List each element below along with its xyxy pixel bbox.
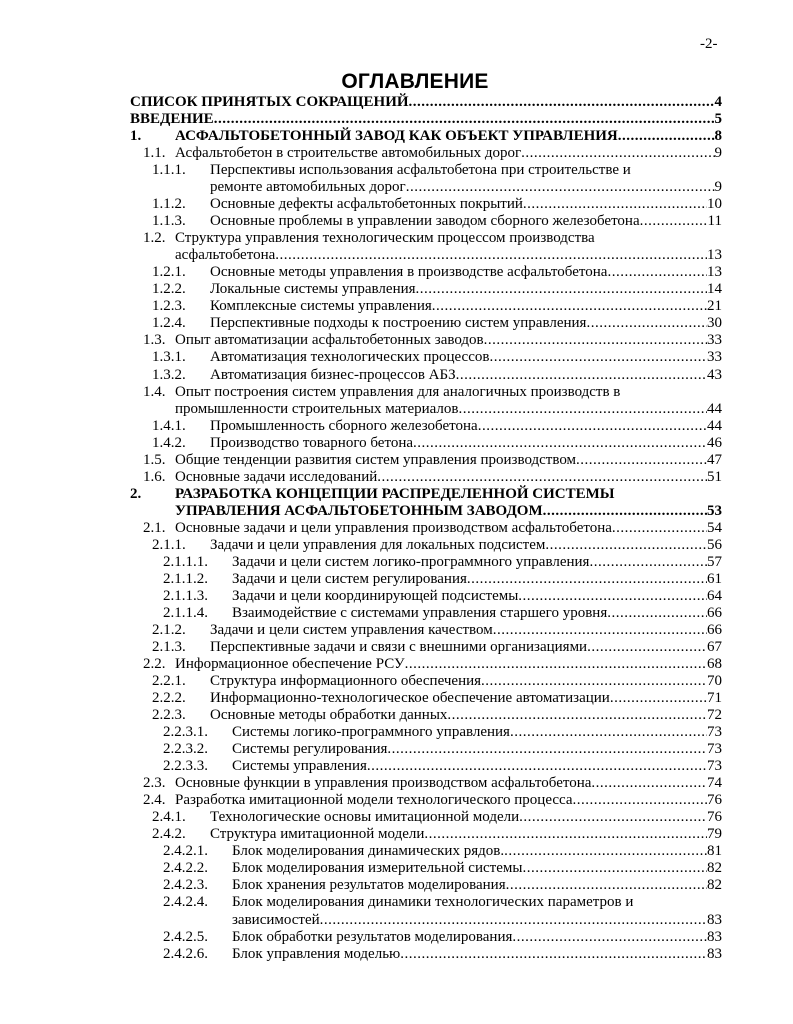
- toc-entry[interactable]: [130, 281, 722, 298]
- toc-entry-number: 1.1.2.: [152, 196, 186, 213]
- toc-entry[interactable]: [130, 860, 722, 877]
- dot-leader: [607, 264, 707, 281]
- toc-entry-page: 72: [707, 707, 722, 724]
- toc-entry-page: 54: [707, 519, 722, 536]
- toc-entry-page: 5: [714, 111, 722, 128]
- toc-entry-number: 2.4.2.: [152, 826, 186, 843]
- toc-entry-page: 56: [707, 536, 722, 553]
- toc-entry-title: Блок моделирования динамики технологических параметров и: [232, 894, 634, 911]
- toc-entry[interactable]: [130, 894, 722, 911]
- toc-entry[interactable]: [130, 230, 722, 247]
- toc-entry-page: 14: [707, 281, 722, 298]
- toc-entry-page: 44: [707, 400, 722, 417]
- toc-entry-title: Задачи и цели координирующей подсистемы: [232, 587, 519, 604]
- toc-entry[interactable]: [130, 929, 722, 946]
- toc-entry-title: Опыт автоматизации асфальтобетонных заводов: [175, 332, 484, 349]
- toc-entry-title: Взаимодействие с системами управления старшего уровня: [232, 604, 608, 621]
- toc-entry-page: 76: [707, 792, 722, 809]
- toc-entry-number: 1.4.: [143, 383, 166, 400]
- toc-entry-title: Основные методы управления в производстве асфальтобетона: [210, 264, 608, 281]
- toc-entry[interactable]: [130, 792, 722, 809]
- toc-entry-title: Асфальтобетон в строительстве автомобильных дорог: [175, 145, 522, 162]
- toc-entry-title: промышленности строительных материалов: [175, 400, 459, 417]
- toc-entry-title: Задачи и цели систем логико-программного управления: [232, 553, 590, 570]
- toc-entry-title: Основные дефекты асфальтобетонных покрытий: [210, 196, 523, 213]
- toc-entry-page: 8: [714, 128, 722, 145]
- dot-leader: [456, 367, 707, 384]
- toc-entry-title: Блок управления моделью: [232, 945, 401, 962]
- toc-entry-title: Перспективы использования асфальтобетона при строительстве и: [210, 162, 631, 179]
- dot-leader: [543, 503, 707, 520]
- toc-entry-number: 1.2.3.: [152, 298, 186, 315]
- toc-entry-page: 47: [707, 451, 722, 468]
- toc-entry-title: Технологические основы имитационной модели: [210, 809, 520, 826]
- toc-entry-number: 1.4.2.: [152, 434, 186, 451]
- toc-entry-title: зависимостей: [232, 911, 320, 928]
- dot-leader: [512, 929, 707, 946]
- toc-entry-title: Основные задачи исследований: [175, 468, 378, 485]
- toc-entry[interactable]: [130, 213, 722, 230]
- toc-entry-page: 4: [714, 94, 722, 110]
- toc-entry[interactable]: [130, 435, 722, 452]
- dot-leader: [506, 877, 707, 894]
- toc-entry-title: УПРАВЛЕНИЯ АСФАЛЬТОБЕТОННЫМ ЗАВОДОМ: [175, 502, 543, 519]
- toc-entry-title: Основные функции в управления производством асфальтобетона: [175, 775, 592, 792]
- toc-entry[interactable]: [130, 332, 722, 349]
- toc-entry[interactable]: [130, 469, 722, 486]
- dot-leader: [523, 196, 707, 213]
- toc-entry-number: 1.1.3.: [152, 213, 186, 230]
- dot-leader: [521, 145, 714, 162]
- toc-entry[interactable]: [130, 656, 722, 673]
- toc-entry-number: 2.1.1.1.: [163, 553, 208, 570]
- toc-entry-title: Блок моделирования динамических рядов.: [232, 843, 505, 860]
- toc-entry[interactable]: [130, 724, 722, 741]
- toc-entry-number: 1.3.1.: [152, 349, 186, 366]
- dot-leader: [406, 179, 715, 196]
- toc-entry-page: 33: [707, 349, 722, 366]
- dot-leader: [367, 758, 707, 775]
- toc-entry-title: Перспективные задачи и связи с внешними организациями: [210, 639, 588, 655]
- page-number: -2-: [700, 36, 718, 52]
- toc-entry-title: Разработка имитационной модели технологического процесса: [175, 792, 573, 809]
- toc-entry-title: Локальные системы управления: [210, 281, 416, 298]
- toc-entry-title: Комплексные системы управления: [210, 298, 432, 315]
- toc-entry-page: 43: [707, 366, 722, 383]
- toc-entry[interactable]: [130, 673, 722, 690]
- toc-entry[interactable]: [130, 418, 722, 435]
- toc-entry[interactable]: [130, 111, 722, 128]
- toc-entry-page: 82: [707, 877, 722, 894]
- toc-entry-page: 9: [714, 145, 722, 162]
- toc-entry-number: 2.4.2.6.: [163, 945, 208, 962]
- dot-leader: [519, 809, 707, 826]
- toc-entry[interactable]: [130, 94, 722, 111]
- toc-entry[interactable]: [130, 843, 722, 860]
- dot-leader: [467, 571, 707, 588]
- dot-leader: [573, 792, 707, 809]
- toc-entry[interactable]: [130, 588, 722, 605]
- toc-entry-number: 1.: [130, 128, 142, 145]
- toc-entry-number: 2.1.1.4.: [163, 604, 208, 621]
- toc-entry-title: Опыт построения систем управления для аналогичных производств в: [175, 383, 621, 400]
- toc-entry[interactable]: [130, 452, 722, 469]
- dot-leader: [424, 826, 707, 843]
- toc-entry-number: 2.2.: [143, 656, 166, 673]
- toc-entry-title: Блок моделирования измерительной системы: [232, 860, 523, 877]
- toc-entry-page: 44: [707, 417, 722, 434]
- dot-leader: [400, 946, 707, 963]
- toc-entry-page: 81: [707, 843, 722, 860]
- toc-entry-page: 66: [707, 604, 722, 621]
- toc-entry-page: 83: [707, 928, 722, 945]
- dot-leader: [493, 622, 707, 639]
- toc-entry-page: 68: [707, 656, 722, 673]
- toc-entry-number: 2.1.1.2.: [163, 570, 208, 587]
- toc-entry-number: 2.2.1.: [152, 673, 186, 690]
- toc-entry-page: 71: [707, 690, 722, 707]
- page-title: ОГЛАВЛЕНИЕ: [341, 70, 489, 93]
- toc-entry[interactable]: [130, 247, 722, 264]
- toc-entry[interactable]: [130, 315, 722, 332]
- toc-entry-number: 2.2.2.: [152, 690, 186, 707]
- toc-entry-title: Блок обработки результатов моделирования: [232, 928, 513, 945]
- toc-entry-page: 51: [707, 468, 722, 485]
- toc-entry-number: 2.1.: [143, 519, 166, 536]
- dot-leader: [405, 656, 707, 673]
- toc-entry-number: 2.2.3.2.: [163, 741, 208, 758]
- toc-entry-title: Системы регулирования: [232, 741, 388, 758]
- toc-entry-title: Производство товарного бетона: [210, 434, 413, 451]
- toc-entry-number: 2.4.2.1.: [163, 843, 208, 860]
- dot-leader: [612, 520, 707, 537]
- toc-entry-number: 2.1.1.: [152, 536, 186, 553]
- dot-leader: [610, 690, 707, 707]
- toc-entry-title: Перспективные подходы к построению систем управления: [210, 315, 587, 332]
- dot-leader: [589, 554, 707, 571]
- dot-leader: [489, 349, 707, 366]
- toc-entry-page: 57: [707, 553, 722, 570]
- toc-entry-page: 10: [707, 196, 722, 213]
- toc-entry-number: 2.1.2.: [152, 621, 186, 638]
- dot-leader: [576, 452, 707, 469]
- toc-entry-number: 1.1.: [143, 145, 166, 162]
- toc-entry-title: Автоматизация бизнес-процессов АБЗ: [210, 366, 456, 383]
- toc-entry-page: 33: [707, 332, 722, 349]
- toc-entry-page: 82: [707, 860, 722, 877]
- dot-leader: [510, 724, 707, 741]
- toc-entry-number: 2.1.1.3.: [163, 587, 208, 604]
- toc-entry-number: 1.5.: [143, 451, 166, 468]
- toc-entry[interactable]: [130, 298, 722, 315]
- toc-entry-page: 73: [707, 758, 722, 775]
- toc-entry-page: 13: [707, 264, 722, 281]
- toc-entry[interactable]: [130, 826, 722, 843]
- toc-entry[interactable]: [130, 162, 722, 179]
- dot-leader: [447, 707, 707, 724]
- toc-entry-title: Основные проблемы в управлении заводом сборного железобетона: [210, 213, 640, 230]
- toc-entry[interactable]: [130, 775, 722, 792]
- dot-leader: [545, 537, 707, 554]
- toc-entry-page: 83: [707, 911, 722, 928]
- dot-leader: [640, 213, 708, 230]
- dot-leader: [416, 281, 707, 298]
- toc-entry-title: Промышленность сборного железобетона: [210, 417, 478, 434]
- dot-leader: [275, 247, 707, 264]
- toc-entry-number: 1.3.2.: [152, 366, 186, 383]
- dot-leader: [518, 588, 707, 605]
- toc-entry[interactable]: [130, 196, 722, 213]
- toc-entry-title: СПИСОК ПРИНЯТЫХ СОКРАЩЕНИЙ: [130, 94, 409, 110]
- toc-entry-page: 70: [707, 673, 722, 690]
- toc-entry-number: 2.4.: [143, 792, 166, 809]
- toc-entry[interactable]: [130, 486, 722, 503]
- dot-leader: [459, 401, 708, 418]
- toc-entry-number: 1.6.: [143, 468, 166, 485]
- toc-entry[interactable]: [130, 520, 722, 537]
- toc-entry[interactable]: [130, 264, 722, 281]
- toc-entry-number: 2.4.2.5.: [163, 928, 208, 945]
- toc-entry[interactable]: [130, 128, 722, 145]
- dot-leader: [478, 418, 707, 435]
- toc-entry-number: 2.2.3.: [152, 707, 186, 724]
- toc-entry-page: 53: [707, 502, 722, 519]
- toc-entry-title: АСФАЛЬТОБЕТОННЫЙ ЗАВОД КАК ОБЪЕКТ УПРАВЛЕНИЯ: [175, 128, 618, 145]
- dot-leader: [504, 843, 707, 860]
- toc-entry-number: 1.2.2.: [152, 281, 186, 298]
- dot-leader: [587, 639, 707, 656]
- toc-entry[interactable]: [130, 503, 722, 520]
- toc-entry-number: 2.4.2.4.: [163, 894, 208, 911]
- dot-leader: [484, 332, 707, 349]
- toc-entry-number: 1.3.: [143, 332, 166, 349]
- toc-entry-title: Информационное обеспечение РСУ: [175, 656, 405, 673]
- toc-entry-title: Задачи и цели систем регулирования: [232, 570, 467, 587]
- toc-entry-page: 13: [707, 247, 722, 264]
- dot-leader: [409, 94, 715, 111]
- toc-entry-number: 1.4.1.: [152, 417, 186, 434]
- toc-entry-page: 66: [707, 621, 722, 638]
- toc-entry[interactable]: [130, 912, 722, 929]
- toc-entry-page: 61: [707, 570, 722, 587]
- toc-entry[interactable]: [130, 401, 722, 418]
- toc-entry-title: асфальтобетона: [175, 247, 276, 264]
- toc-entry-page: 73: [707, 724, 722, 741]
- dot-leader: [214, 111, 715, 128]
- toc-entry[interactable]: [130, 809, 722, 826]
- toc-entry-page: 21: [707, 298, 722, 315]
- table-of-contents: [130, 94, 722, 963]
- toc-entry-number: 2.2.3.3.: [163, 758, 208, 775]
- toc-entry[interactable]: [130, 554, 722, 571]
- dot-leader: [481, 673, 707, 690]
- dot-leader: [591, 775, 707, 792]
- toc-entry-title: Структура имитационной модели: [210, 826, 425, 843]
- toc-entry-number: 1.2.1.: [152, 264, 186, 281]
- toc-entry[interactable]: [130, 707, 722, 724]
- toc-entry-title: Задачи и цели управления для локальных подсистем: [210, 536, 546, 553]
- dot-leader: [607, 605, 707, 622]
- toc-entry-number: 2.4.2.2.: [163, 860, 208, 877]
- toc-entry-page: 74: [707, 775, 722, 792]
- toc-entry-number: 2.1.3.: [152, 639, 186, 655]
- toc-entry[interactable]: [130, 605, 722, 622]
- toc-entry-title: Системы управления: [232, 758, 367, 775]
- toc-entry-title: Основные методы обработки данных: [210, 707, 448, 724]
- toc-entry-title: Задачи и цели систем управления качеством: [210, 621, 493, 638]
- toc-entry-title: Структура информационного обеспечения: [210, 673, 482, 690]
- dot-leader: [413, 435, 707, 452]
- toc-entry[interactable]: [130, 367, 722, 384]
- dot-leader: [387, 741, 707, 758]
- toc-entry-page: 11: [707, 213, 722, 230]
- toc-entry-title: Основные задачи и цели управления производством асфальтобетона: [175, 519, 612, 536]
- toc-entry-page: 64: [707, 587, 722, 604]
- dot-leader: [618, 128, 715, 145]
- toc-entry[interactable]: [130, 537, 722, 554]
- toc-entry-page: 9: [714, 179, 722, 196]
- toc-entry-number: 1.2.4.: [152, 315, 186, 332]
- toc-entry-number: 2.3.: [143, 775, 166, 792]
- toc-entry-page: 83: [707, 945, 722, 962]
- dot-leader: [586, 315, 707, 332]
- toc-entry[interactable]: [130, 946, 722, 963]
- toc-entry-page: 46: [707, 434, 722, 451]
- dot-leader: [320, 912, 707, 929]
- toc-entry[interactable]: [130, 384, 722, 401]
- toc-entry[interactable]: [130, 571, 722, 588]
- toc-entry-title: Информационно-технологическое обеспечение автоматизации: [210, 690, 610, 707]
- toc-entry-number: 2.4.1.: [152, 809, 186, 826]
- toc-entry[interactable]: [130, 639, 722, 656]
- toc-entry-title: ВВЕДЕНИЕ: [130, 111, 214, 128]
- toc-entry-number: 1.1.1.: [152, 162, 186, 179]
- dot-leader: [522, 860, 707, 877]
- toc-entry-title: Блок хранения результатов моделирования: [232, 877, 506, 894]
- dot-leader: [377, 469, 707, 486]
- toc-entry-title: Системы логико-программного управления: [232, 724, 510, 741]
- toc-entry-title: Структура управления технологическим процессом производства: [175, 230, 595, 247]
- toc-entry-page: 67: [707, 639, 722, 655]
- toc-entry-page: 73: [707, 741, 722, 758]
- toc-entry-number: 1.2.: [143, 230, 166, 247]
- toc-entry[interactable]: [130, 741, 722, 758]
- dot-leader: [432, 298, 707, 315]
- toc-entry-number: 2.2.3.1.: [163, 724, 208, 741]
- toc-entry-number: 2.4.2.3.: [163, 877, 208, 894]
- toc-entry[interactable]: [130, 758, 722, 775]
- toc-entry[interactable]: [130, 145, 722, 162]
- toc-entry[interactable]: [130, 690, 722, 707]
- toc-entry[interactable]: [130, 622, 722, 639]
- toc-entry-page: 30: [707, 315, 722, 332]
- toc-entry-title: РАЗРАБОТКА КОНЦЕПЦИИ РАСПРЕДЕЛЕННОЙ СИСТЕМЫ: [175, 485, 615, 502]
- toc-entry-page: 76: [707, 809, 722, 826]
- toc-entry-title: Автоматизация технологических процессов: [210, 349, 490, 366]
- toc-entry[interactable]: [130, 877, 722, 894]
- toc-entry-title: Общие тенденции развития систем управления производством: [175, 451, 577, 468]
- toc-entry-title: ремонте автомобильных дорог: [210, 179, 406, 196]
- toc-entry[interactable]: [130, 179, 722, 196]
- toc-entry[interactable]: [130, 349, 722, 366]
- toc-entry-number: 2.: [130, 485, 142, 502]
- toc-entry-page: 79: [707, 826, 722, 843]
